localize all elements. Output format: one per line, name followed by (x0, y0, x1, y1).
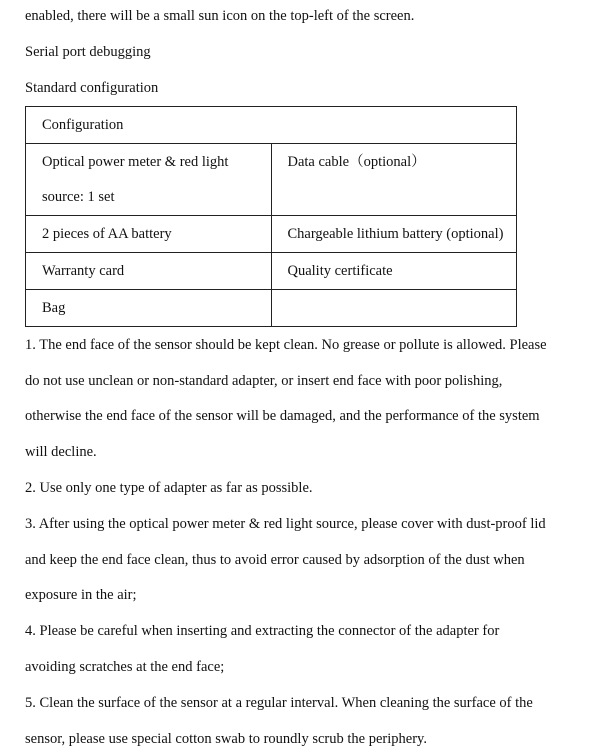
intro-text-line: enabled, there will be a small sun icon on the top-left of the screen. (25, 8, 415, 24)
table-cell (26, 216, 272, 253)
table-header-cell (26, 107, 517, 144)
note-line: 3. After using the optical power meter & red light source, please cover with dust-proof lid (25, 516, 546, 532)
note-line: 5. Clean the surface of the sensor at a regular interval. When cleaning the surface of the (25, 695, 533, 711)
note-line: will decline. (25, 444, 97, 460)
table-cell-text: Bag (42, 300, 66, 316)
table-cell (26, 290, 272, 327)
note-line: otherwise the end face of the sensor will be damaged, and the performance of the system (25, 408, 540, 424)
table-cell (271, 216, 517, 253)
table-cell (271, 253, 517, 290)
table-cell-text (288, 290, 517, 299)
configuration-table (25, 106, 517, 327)
section-heading-standard-configuration: Standard configuration (25, 80, 159, 96)
section-heading-serial-port: Serial port debugging (25, 44, 151, 60)
table-header-row (26, 107, 517, 144)
note-line: 2. Use only one type of adapter as far as possible. (25, 480, 313, 496)
table-row (26, 144, 517, 216)
table-row (26, 216, 517, 253)
note-line: avoiding scratches at the end face; (25, 659, 225, 675)
table-cell-empty (271, 290, 517, 327)
table-header-label: Configuration (42, 117, 124, 133)
table-row (26, 290, 517, 327)
table-cell-text: Data cable（optional） (287, 154, 426, 170)
note-line: 1. The end face of the sensor should be kept clean. No grease or pollute is allowed. Please (25, 337, 547, 353)
note-line: and keep the end face clean, thus to avoid error caused by adsorption of the dust when (25, 552, 525, 568)
table-cell-text: 2 pieces of AA battery (42, 226, 172, 242)
note-line: sensor, please use special cotton swab to roundly scrub the periphery. (25, 731, 427, 747)
table-cell (271, 144, 517, 216)
table-row (26, 253, 517, 290)
note-line: 4. Please be careful when inserting and extracting the connector of the adapter for (25, 623, 500, 639)
table-cell-text: source: 1 set (42, 189, 115, 205)
table-cell-text: Chargeable lithium battery (optional) (287, 226, 504, 242)
table-cell-text: Warranty card (42, 263, 125, 279)
table-cell (26, 144, 272, 216)
note-line: do not use unclean or non-standard adapter, or insert end face with poor polishing, (25, 373, 503, 389)
note-line: exposure in the air; (25, 587, 137, 603)
table-cell (26, 253, 272, 290)
table-cell-text: Quality certificate (287, 263, 393, 279)
table-cell-text: Optical power meter & red light (42, 154, 229, 170)
